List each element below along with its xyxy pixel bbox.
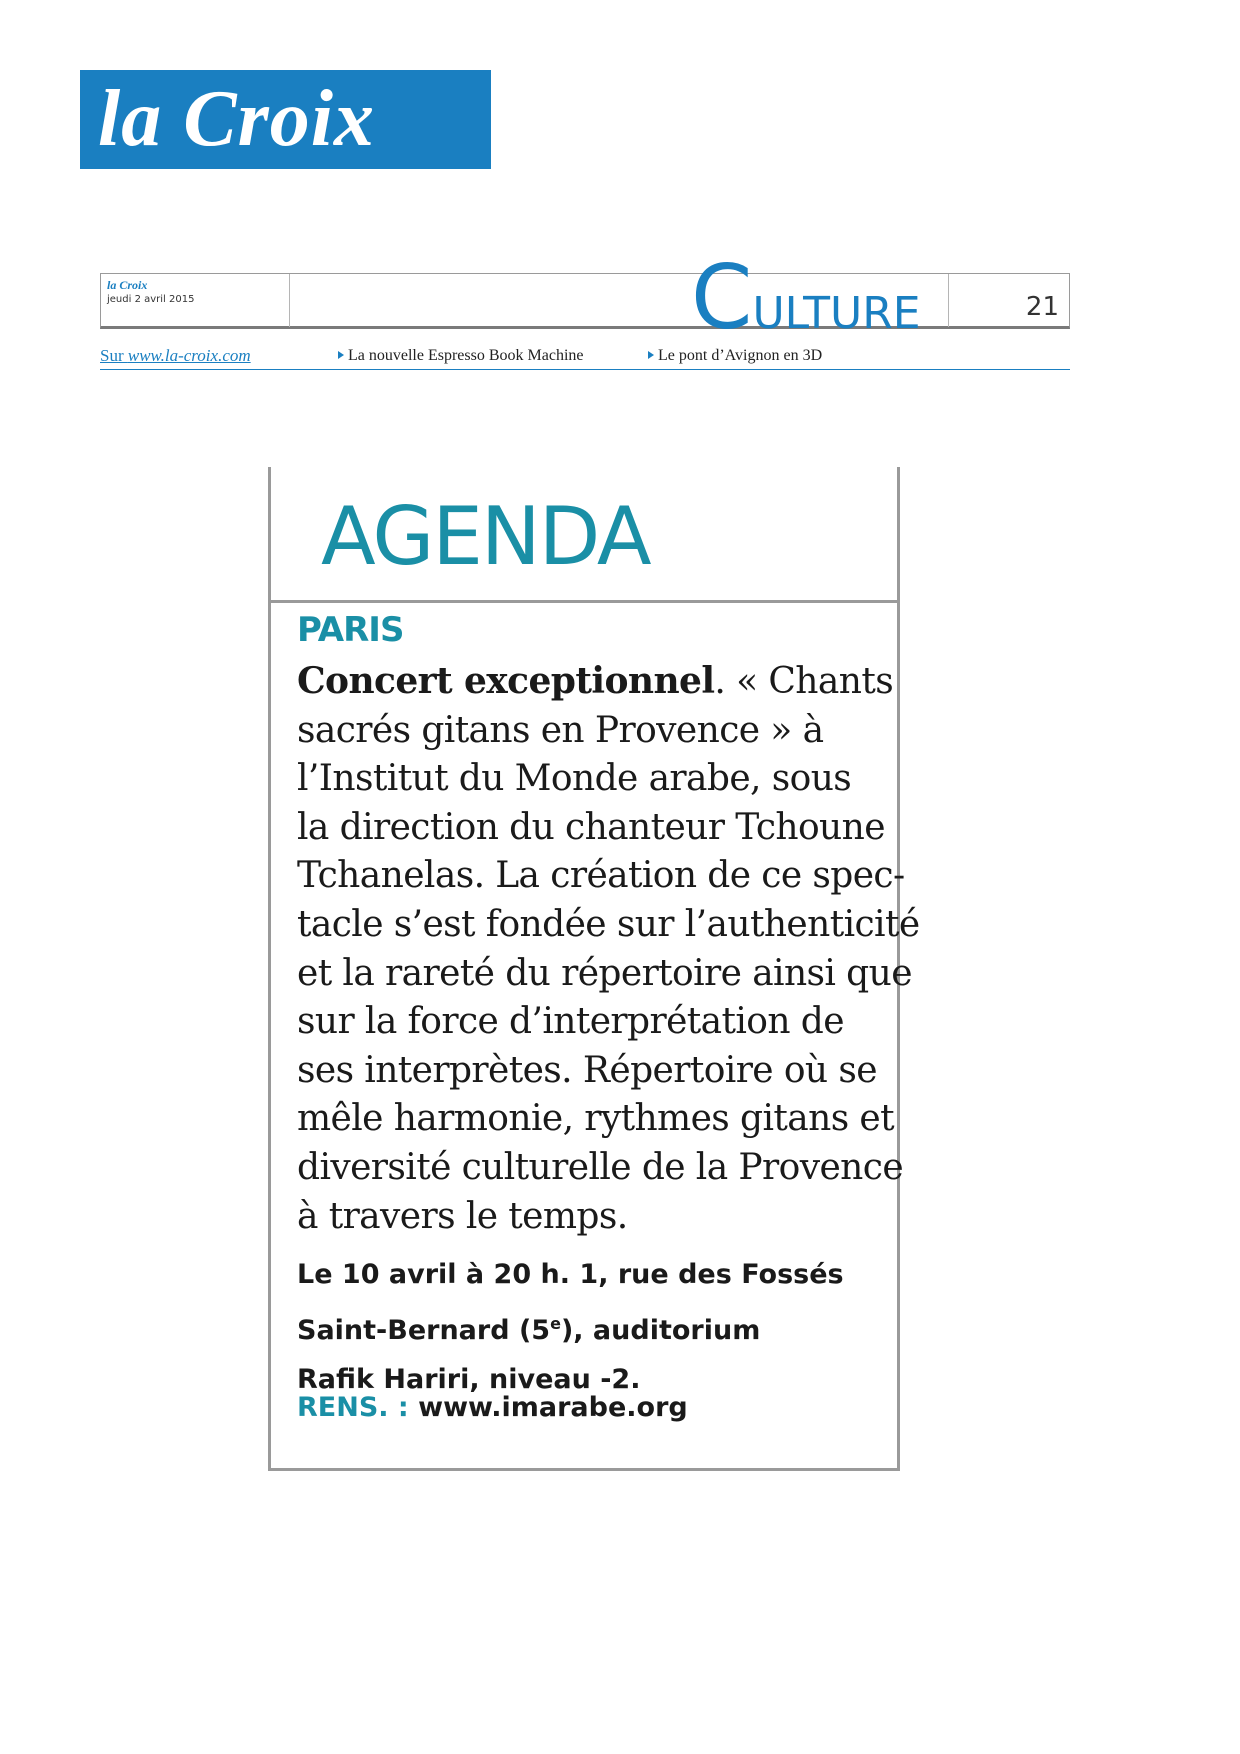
header-paper-name: la Croix	[107, 278, 148, 292]
body-line: l’Institut du Monde arabe, sous	[297, 758, 852, 800]
section-rest: ULTURE	[752, 288, 921, 339]
agenda-body	[297, 657, 920, 1241]
body-line: Concert exceptionnel. « Chants	[297, 660, 894, 702]
body-line: tacle s’est fondée sur l’authenticité	[297, 903, 920, 945]
section-initial: C	[691, 246, 753, 349]
site-link[interactable]	[100, 346, 251, 366]
header-divider	[948, 274, 949, 327]
body-line: et la rareté du répertoire ainsi que	[297, 952, 912, 994]
page-number: 21	[1025, 292, 1059, 322]
section-title	[691, 246, 921, 349]
body-line: diversité culturelle de la Provence	[297, 1146, 904, 1188]
arrow-icon	[338, 351, 344, 359]
arrow-icon	[648, 351, 654, 359]
logo-text: la Croix	[98, 75, 375, 163]
body-line: sur la force d’interprétation de	[297, 1001, 844, 1043]
body-line: Tchanelas. La création de ce spec-	[297, 855, 905, 897]
body-line: ses interprètes. Répertoire où se	[297, 1049, 877, 1091]
agenda-city: PARIS	[297, 610, 404, 650]
agenda-divider	[271, 600, 897, 603]
link-label: La nouvelle Espresso Book Machine	[348, 347, 584, 364]
site-prefix: Sur	[100, 346, 128, 365]
links-bar	[100, 345, 1070, 370]
info-website-link[interactable]: www.imarabe.org	[418, 1392, 688, 1423]
agenda-box	[268, 467, 920, 1471]
header-divider	[289, 274, 290, 327]
page-header	[100, 246, 1070, 349]
info-label: RENS. :	[297, 1392, 409, 1423]
body-line: à travers le temps.	[297, 1195, 628, 1237]
details-line: Rafik Hariri, niveau -2.	[297, 1364, 641, 1395]
link-label: Le pont d’Avignon en 3D	[658, 347, 823, 364]
event-details	[297, 1250, 887, 1404]
agenda-lead: Concert exceptionnel	[297, 660, 715, 702]
header-date: jeudi 2 avril 2015	[107, 294, 195, 305]
la-croix-logo[interactable]	[80, 70, 491, 169]
link-pont-avignon[interactable]	[648, 347, 822, 365]
superscript: e	[550, 1314, 561, 1333]
body-line: la direction du chanteur Tchoune	[297, 806, 885, 848]
link-espresso-book-machine[interactable]	[338, 347, 584, 365]
site-url: www.la-croix.com	[127, 346, 251, 365]
details-line: Le 10 avril à 20 h. 1, rue des Fossés	[297, 1259, 844, 1290]
body-line: mêle harmonie, rythmes gitans et	[297, 1098, 894, 1140]
info-line	[297, 1392, 688, 1423]
details-line: Saint-Bernard (5e), auditorium	[297, 1314, 761, 1346]
agenda-title: AGENDA	[321, 490, 650, 583]
body-line: sacrés gitans en Provence » à	[297, 709, 824, 751]
